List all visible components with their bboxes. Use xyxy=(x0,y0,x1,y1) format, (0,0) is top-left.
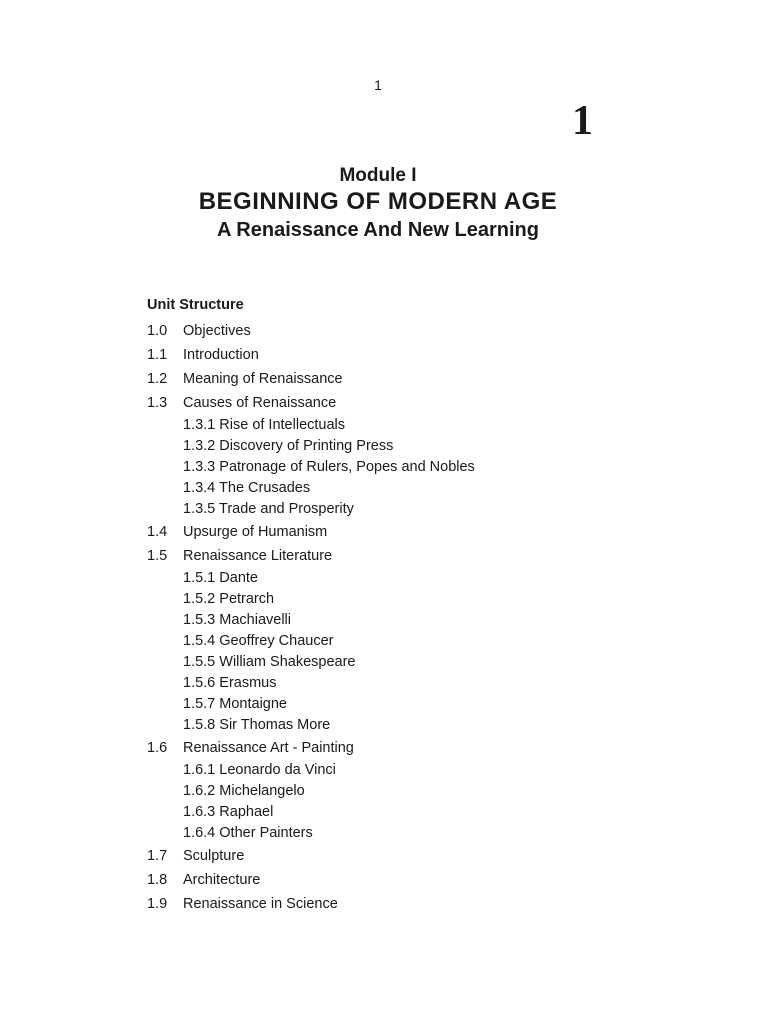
toc-subitem: 1.5.8 Sir Thomas More xyxy=(183,717,331,733)
toc-item-number: 1.9 xyxy=(147,896,168,912)
toc-item-title: Upsurge of Humanism xyxy=(183,524,328,540)
toc-subitem: 1.6.4 Other Painters xyxy=(183,825,313,841)
toc-item-title: Objectives xyxy=(183,323,251,339)
toc-subitem: 1.6.2 Michelangelo xyxy=(183,783,305,799)
toc-subitem: 1.5.1 Dante xyxy=(183,570,258,586)
toc-item xyxy=(147,367,607,391)
toc-item-title: Introduction xyxy=(183,347,259,363)
toc-item-title: Sculpture xyxy=(183,848,245,864)
toc-subitem: 1.3.3 Patronage of Rulers, Popes and Nobles xyxy=(183,459,475,475)
toc-item-title: Renaissance Art - Painting xyxy=(183,740,354,756)
toc-item-title: Renaissance Literature xyxy=(183,548,333,564)
toc-item-number: 1.3 xyxy=(147,395,168,411)
toc-item-number: 1.7 xyxy=(147,848,168,864)
toc-subitem: 1.3.5 Trade and Prosperity xyxy=(183,501,354,517)
page-subtitle: A Renaissance And New Learning xyxy=(217,219,539,241)
toc-item xyxy=(147,391,607,415)
module-label: Module I xyxy=(339,165,417,186)
toc-item xyxy=(147,844,607,868)
toc-subitem: 1.3.2 Discovery of Printing Press xyxy=(183,438,394,454)
toc-item-number: 1.4 xyxy=(147,524,168,540)
toc-item-title: Causes of Renaissance xyxy=(183,395,337,411)
toc-subitem: 1.6.1 Leonardo da Vinci xyxy=(183,762,336,778)
unit-structure-heading: Unit Structure xyxy=(147,297,244,313)
toc-item-title: Meaning of Renaissance xyxy=(183,371,343,387)
toc-item-title: Architecture xyxy=(183,872,261,888)
page-title: BEGINNING OF MODERN AGE xyxy=(198,188,558,215)
chapter-number: 1 xyxy=(572,98,593,144)
toc-subitem: 1.5.4 Geoffrey Chaucer xyxy=(183,633,334,649)
toc-item xyxy=(147,544,607,568)
toc-item xyxy=(147,520,607,544)
toc-item-number: 1.2 xyxy=(147,371,168,387)
toc-item-title: Renaissance in Science xyxy=(183,896,338,912)
toc-item xyxy=(147,892,607,916)
toc-item-number: 1.1 xyxy=(147,347,168,363)
toc-subitem: 1.5.6 Erasmus xyxy=(183,675,277,691)
toc-item xyxy=(147,319,607,343)
toc-subitem: 1.5.7 Montaigne xyxy=(183,696,287,712)
toc-subitem: 1.5.3 Machiavelli xyxy=(183,612,291,628)
table-of-contents xyxy=(147,319,607,916)
toc-item xyxy=(147,868,607,892)
toc-item xyxy=(147,343,607,367)
toc-subitem: 1.6.3 Raphael xyxy=(183,804,274,820)
toc-subitem: 1.5.5 William Shakespeare xyxy=(183,654,356,670)
toc-item-number: 1.8 xyxy=(147,872,168,888)
toc-item-number: 1.0 xyxy=(147,323,168,339)
toc-subitem: 1.5.2 Petrarch xyxy=(183,591,275,607)
toc-item-number: 1.6 xyxy=(147,740,168,756)
page-number: 1 xyxy=(374,77,382,93)
toc-item xyxy=(147,736,607,760)
toc-subitem: 1.3.1 Rise of Intellectuals xyxy=(183,417,346,433)
toc-item-number: 1.5 xyxy=(147,548,168,564)
toc-subitem: 1.3.4 The Crusades xyxy=(183,480,311,496)
